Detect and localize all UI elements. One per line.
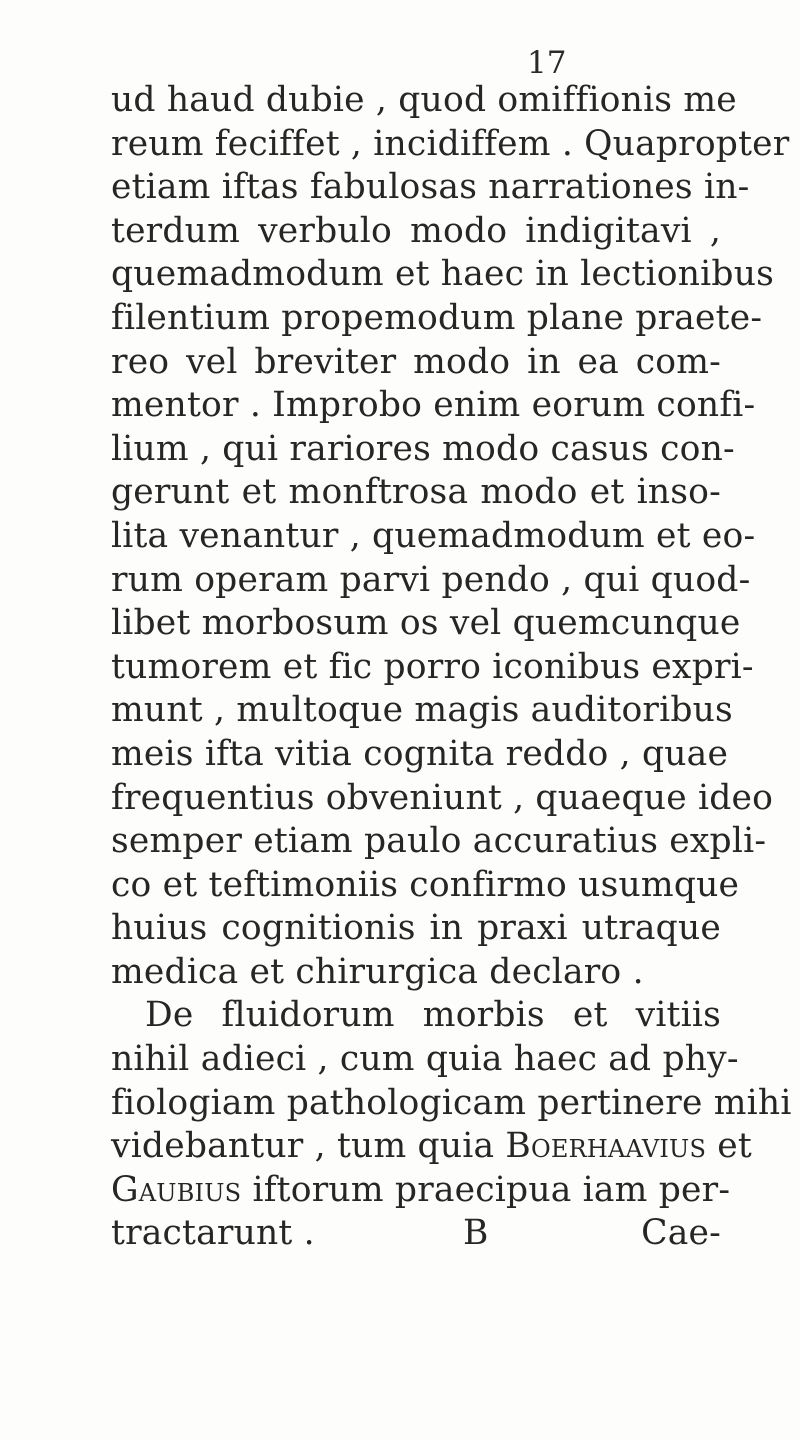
- text-line: libet morbosum os vel quemcunque: [111, 603, 741, 644]
- text-line: [111, 1125, 752, 1169]
- text-line: reum feciffet , incidiffem . Quapropter: [111, 123, 790, 164]
- text-line: filentium propemodum plane praete-: [111, 297, 763, 338]
- author-name-boerhaavius: Boerhaavius: [505, 1126, 707, 1167]
- text-line: [111, 1169, 731, 1213]
- text-line: tumorem et fic porro iconibus expri-: [111, 646, 754, 687]
- text-line: rum operam parvi pendo , qui quod-: [111, 559, 751, 600]
- text-line: munt , multoque magis auditoribus: [111, 690, 733, 731]
- text-line: semper etiam paulo accuratius expli-: [111, 821, 767, 862]
- text-segment: iftorum praecipua iam per-: [252, 1169, 731, 1210]
- text-line: terdum verbulo modo indigitavi ,: [111, 210, 721, 251]
- text-line: lita venantur , quemadmodum et eo-: [111, 515, 756, 556]
- text-segment: et: [717, 1126, 752, 1167]
- author-name-gaubius: Gaubius: [111, 1169, 242, 1210]
- text-line: [111, 1212, 721, 1256]
- catchword: Cae-: [641, 1213, 721, 1254]
- text-line: nihil adieci , cum quia haec ad phy-: [111, 1039, 739, 1080]
- text-line: meis ifta vitia cognita reddo , quae: [111, 733, 729, 774]
- text-line: medica et chirurgica declaro .: [111, 951, 644, 992]
- text-line: co et teftimoniis confirmo usumque: [111, 864, 740, 905]
- text-line: quemadmodum et haec in lectionibus: [111, 254, 775, 295]
- page-number: 17: [527, 45, 567, 81]
- text-line: fiologiam pathologicam pertinere mihi: [111, 1082, 792, 1123]
- text-line: ud haud dubie , quod omiffionis me: [111, 80, 737, 120]
- text-line: mentor . Improbo enim eorum confi-: [111, 385, 756, 426]
- text-line: huius cognitionis in praxi utraque: [111, 908, 721, 949]
- text-line: frequentius obveniunt , quaeque ideo: [111, 777, 774, 818]
- text-segment: tractarunt .: [111, 1213, 315, 1254]
- text-line: etiam iftas fabulosas narrationes in-: [111, 167, 750, 208]
- text-segment: videbantur , tum quia: [111, 1126, 495, 1167]
- text-line: lium , qui rariores modo casus con-: [111, 428, 735, 469]
- text-line: gerunt et monftrosa modo et inso-: [111, 472, 721, 513]
- body-text: [111, 79, 792, 1256]
- text-line: reo vel breviter modo in ea com-: [111, 341, 721, 382]
- signature-mark: B: [463, 1213, 489, 1254]
- paragraph-start-line: De fluidorum morbis et vitiis: [145, 995, 721, 1036]
